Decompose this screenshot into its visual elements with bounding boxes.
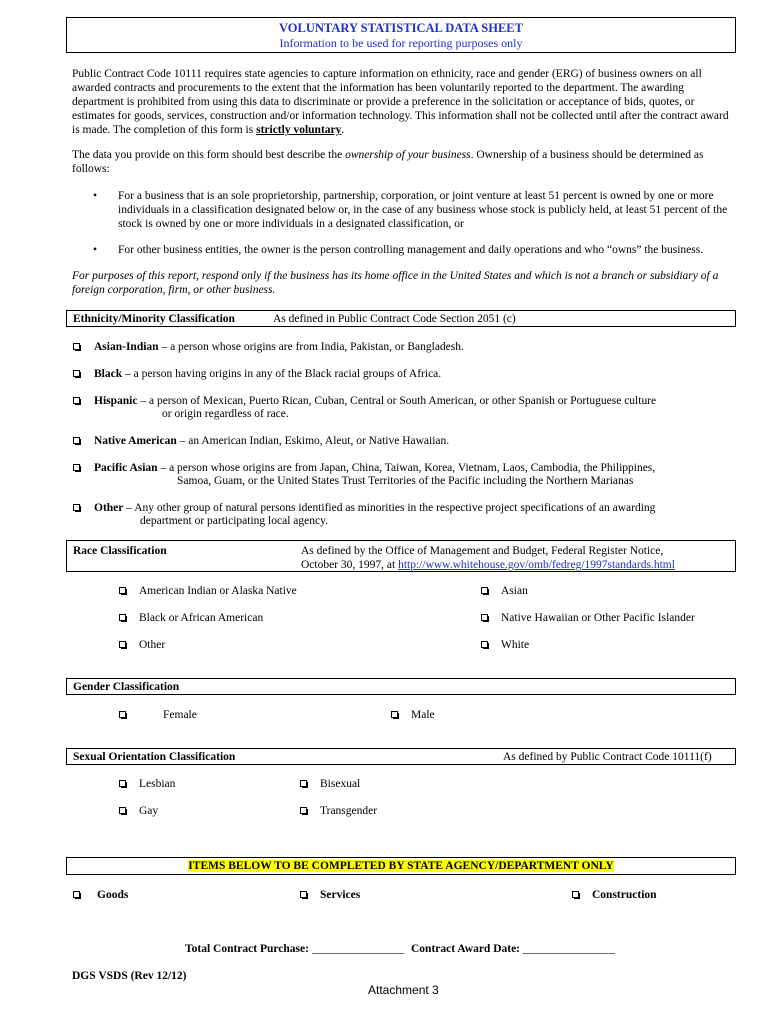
ethnicity-option-native-american: Native American – an American Indian, Eskimo, Aleut, or Native Hawaiian. bbox=[94, 435, 450, 447]
race-option-white: White bbox=[501, 639, 530, 651]
ownership-paragraph: The data you provide on this form should best describe the ownership of your business. Ownership of a business should be determined as follows: bbox=[72, 149, 704, 175]
bullet-item: For other business entities, the owner is the person controlling management and daily operations and who “owns” the business. bbox=[118, 244, 704, 256]
ethnicity-option-hispanic: Hispanic – a person of Mexican, Puerto Rican, Cuban, Central or South American, or other Spanish or Portuguese culture bbox=[94, 395, 657, 407]
form-title: VOLUNTARY STATISTICAL DATA SHEET bbox=[279, 21, 523, 35]
intro-paragraph bbox=[72, 67, 732, 137]
agency-option-construction: Construction bbox=[592, 889, 657, 901]
intro-line: awarded contracts and procurements to the extent that the information has been voluntarily reported to the department. The awarding bbox=[72, 82, 684, 94]
orientation-option-bisexual: Bisexual bbox=[320, 778, 361, 790]
strictly-voluntary-emphasis: strictly voluntary bbox=[256, 124, 342, 136]
race-option-black: Black or African American bbox=[139, 612, 264, 624]
contract-award-date-label: Contract Award Date: ________________ bbox=[411, 943, 615, 955]
intro-line: Public Contract Code 10111 requires state agencies to capture information on ethnicity, race and gender (ERG) of business owners on all bbox=[72, 68, 702, 80]
checkbox-other-ethnicity[interactable] bbox=[73, 504, 80, 511]
orientation-section-header bbox=[66, 748, 736, 765]
race-option-other: Other bbox=[139, 639, 166, 651]
orientation-option-gay: Gay bbox=[139, 805, 159, 817]
ethnicity-option-black: Black – a person having origins in any of the Black racial groups of Africa. bbox=[94, 368, 442, 380]
checkbox-white[interactable] bbox=[481, 641, 488, 648]
ethnicity-definition: As defined in Public Contract Code Section 2051 (c) bbox=[273, 313, 516, 325]
checkbox-hispanic[interactable] bbox=[73, 397, 80, 404]
bullet-item: For a business that is an sole proprietorship, partnership, corporation, or joint venture at least 51 percent is owned by one or more individuals in a classification designated below or, in the case of any business whose stock is publicly held, at least 51 percent of the stock is owned by one or more individuals in a designated classification, or bbox=[118, 190, 728, 230]
checkbox-black-african-american[interactable] bbox=[119, 614, 126, 621]
checkbox-asian[interactable] bbox=[481, 587, 488, 594]
home-office-note: For purposes of this report, respond only if the business has its home office in the United States and which is not a branch or subsidiary of a foreign corporation, firm, or other business. bbox=[72, 270, 719, 296]
ethnicity-option-continuation: department or participating local agency. bbox=[140, 515, 328, 527]
orientation-option-transgender: Transgender bbox=[320, 805, 378, 817]
total-contract-purchase-label: Total Contract Purchase: ________________ bbox=[185, 943, 404, 955]
checkbox-transgender[interactable] bbox=[300, 807, 307, 814]
agency-section-banner bbox=[66, 857, 736, 875]
race-definition: As defined by the Office of Management and Budget, Federal Register Notice, October 30, 1997, at http://www.whitehouse.gov/omb/fedreg/1997standards.html bbox=[301, 545, 675, 571]
checkbox-native-american[interactable] bbox=[73, 437, 80, 444]
checkbox-bisexual[interactable] bbox=[300, 780, 307, 787]
form-subtitle: Information to be used for reporting purposes only bbox=[279, 36, 523, 50]
checkbox-goods[interactable] bbox=[73, 891, 80, 898]
bullet-dot: • bbox=[93, 190, 98, 202]
checkbox-gay[interactable] bbox=[119, 807, 126, 814]
race-option-asian: Asian bbox=[501, 585, 528, 597]
omb-standards-link[interactable]: http://www.whitehouse.gov/omb/fedreg/1997standards.html bbox=[398, 559, 675, 571]
ethnicity-label: Ethnicity/Minority Classification bbox=[73, 313, 235, 325]
checkbox-male[interactable] bbox=[391, 711, 398, 718]
checkbox-american-indian[interactable] bbox=[119, 587, 126, 594]
checkbox-asian-indian[interactable] bbox=[73, 343, 80, 350]
gender-label: Gender Classification bbox=[73, 681, 180, 693]
ethnicity-option-continuation: or origin regardless of race. bbox=[162, 408, 289, 420]
checkbox-services[interactable] bbox=[300, 891, 307, 898]
gender-option-male: Male bbox=[411, 709, 435, 721]
form-revision-id: DGS VSDS (Rev 12/12) bbox=[72, 970, 187, 982]
orientation-label: Sexual Orientation Classification bbox=[73, 751, 236, 763]
total-contract-purchase-field[interactable]: ________________ bbox=[311, 943, 404, 955]
intro-line: department is prohibited from using this data to discriminate or provide a preference in the solicitation or acceptance of bids, quotes, or bbox=[72, 96, 695, 108]
intro-line: estimates for goods, services, construction and/or information technology. This information shall not be collected until after the contract award bbox=[72, 110, 729, 122]
ethnicity-section-header bbox=[66, 310, 736, 327]
orientation-definition: As defined by Public Contract Code 10111(f) bbox=[503, 751, 712, 763]
race-section-header bbox=[66, 540, 736, 572]
checkbox-construction[interactable] bbox=[572, 891, 579, 898]
race-option-american-indian: American Indian or Alaska Native bbox=[139, 585, 297, 597]
checkbox-native-hawaiian[interactable] bbox=[481, 614, 488, 621]
bullet-dot: • bbox=[93, 244, 98, 256]
ethnicity-option-asian-indian: Asian-Indian – a person whose origins are from India, Pakistan, or Bangladesh. bbox=[94, 341, 464, 353]
agency-banner-text: ITEMS BELOW TO BE COMPLETED BY STATE AGENCY/DEPARTMENT ONLY bbox=[188, 860, 614, 872]
checkbox-black[interactable] bbox=[73, 370, 80, 377]
ethnicity-option-other: Other – Any other group of natural persons identified as minorities in the respective project specifications of an awarding bbox=[94, 502, 656, 514]
attachment-label: Attachment 3 bbox=[368, 983, 439, 997]
intro-line: is made. The completion of this form is strictly voluntary. bbox=[72, 124, 345, 136]
agency-option-services: Services bbox=[320, 889, 361, 901]
checkbox-pacific-asian[interactable] bbox=[73, 464, 80, 471]
ethnicity-option-pacific-asian: Pacific Asian – a person whose origins are from Japan, China, Taiwan, Korea, Vietnam, Laos, Cambodia, the Philippines, bbox=[94, 462, 656, 474]
race-option-native-hawaiian: Native Hawaiian or Other Pacific Islander bbox=[501, 612, 695, 624]
agency-option-goods: Goods bbox=[97, 889, 129, 901]
orientation-option-lesbian: Lesbian bbox=[139, 778, 176, 790]
checkbox-other-race[interactable] bbox=[119, 641, 126, 648]
ethnicity-option-continuation: Samoa, Guam, or the United States Trust Territories of the Pacific including the Northern Marianas bbox=[177, 475, 634, 487]
form-title-box bbox=[66, 17, 736, 53]
contract-award-date-field[interactable]: ________________ bbox=[522, 943, 615, 955]
gender-option-female: Female bbox=[163, 709, 197, 721]
gender-section-header bbox=[66, 678, 736, 695]
checkbox-lesbian[interactable] bbox=[119, 780, 126, 787]
checkbox-female[interactable] bbox=[119, 711, 126, 718]
race-label: Race Classification bbox=[73, 545, 167, 557]
